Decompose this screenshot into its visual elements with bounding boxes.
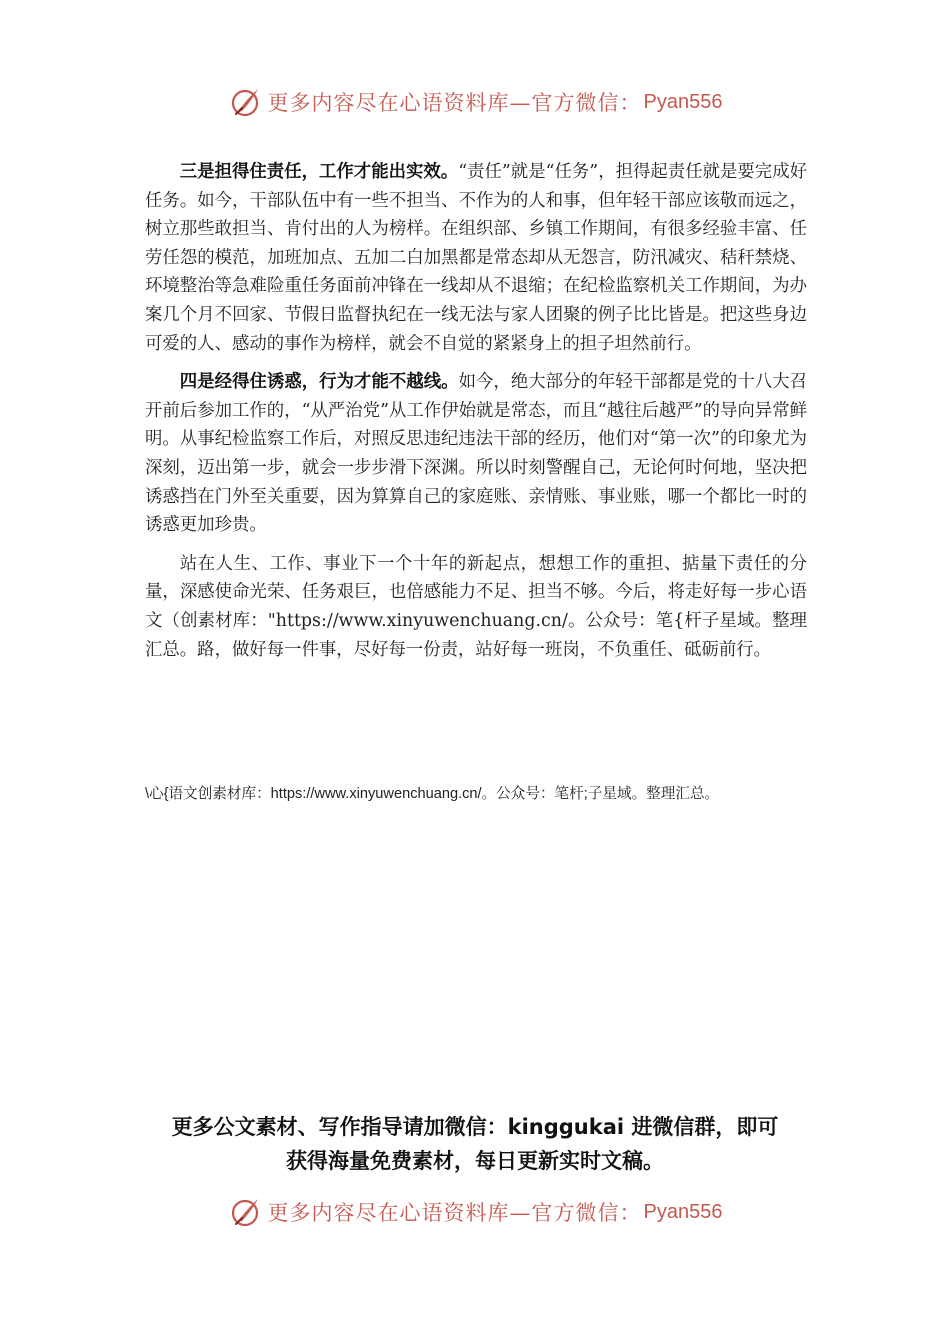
paragraph-text: 站在人生、工作、事业下一个十年的新起点，想想工作的重担、掂量下责任的分量，深感使命光荣、任务艰巨，也倍感能力不足、担当不够。今后，将走好每一步心语文（创素材库："https://www.xinyuwenchuang.cn/。公众号：笔{杆子星域。整理汇总。路，做好每一件事，尽好每一份责，站好每一班岗，不负重任、砥砺前行。 <box>145 553 807 660</box>
paragraph-conclusion <box>145 550 807 664</box>
header-banner-text: 更多内容尽在心语资料库—官方微信： <box>267 91 642 115</box>
footer-banner <box>0 1190 950 1234</box>
paragraph-temptation <box>145 368 807 540</box>
paragraph-lead: 四是经得住诱惑，行为才能不越线。 <box>179 372 459 393</box>
header-banner <box>0 80 950 124</box>
footer-wechat-id: Pyan556 <box>643 1200 723 1223</box>
promo-block <box>100 1110 850 1178</box>
quill-pen-logo-icon <box>228 1194 264 1230</box>
paragraph-text: “责任”就是“任务”，担得起责任就是要完成好任务。如今，干部队伍中有一些不担当、不作为的人和事，但年轻干部应该敬而远之，树立那些敢担当、肯付出的人为榜样。在组织部、乡镇工作期间，有很多经验丰富、任劳任怨的模范，加班加点、五加二白加黑都是常态却从无怨言，防汛减灾、秸秆禁烧、环境整治等急难险重任务面前冲锋在一线却从不退缩；在纪检监察机关工作期间，为办案几个月不回家、节假日监督执纪在一线无法与家人团聚的例子比比皆是。把这些身边可爱的人、感动的事作为榜样，就会不自觉的紧紧身上的担子坦然前行。 <box>145 162 807 354</box>
paragraph-text: 如今，绝大部分的年轻干部都是党的十八大召开前后参加工作的，“从严治党”从工作伊始就是常态，而且“越往后越严”的导向异常鲜明。从事纪检监察工作后，对照反思违纪违法干部的经历，他们对“第一次”的印象尤为深刻，迈出第一步，就会一步步滑下深渊。所以时刻警醒自己，无论何时何地，坚决把诱惑挡在门外至关重要，因为算算自己的家庭账、亲情账、事业账，哪一个都比一时的诱惑更加珍贵。 <box>145 372 807 536</box>
promo-line-1: 更多公文素材、写作指导请加微信：kinggukai 进微信群，即可 <box>171 1115 779 1139</box>
article-body <box>145 158 807 674</box>
source-note: \心{语文创素材库：https://www.xinyuwenchuang.cn/。公众号：笔杆;子星域。整理汇总。 <box>145 786 720 802</box>
paragraph-responsibility <box>145 158 807 358</box>
quill-pen-logo-icon <box>228 84 264 120</box>
promo-line-2: 获得海量免费素材，每日更新实时文稿。 <box>286 1149 664 1173</box>
footer-banner-text: 更多内容尽在心语资料库—官方微信： <box>267 1201 642 1225</box>
paragraph-lead: 三是担得住责任，工作才能出实效。 <box>179 162 459 182</box>
header-wechat-id: Pyan556 <box>643 90 723 113</box>
